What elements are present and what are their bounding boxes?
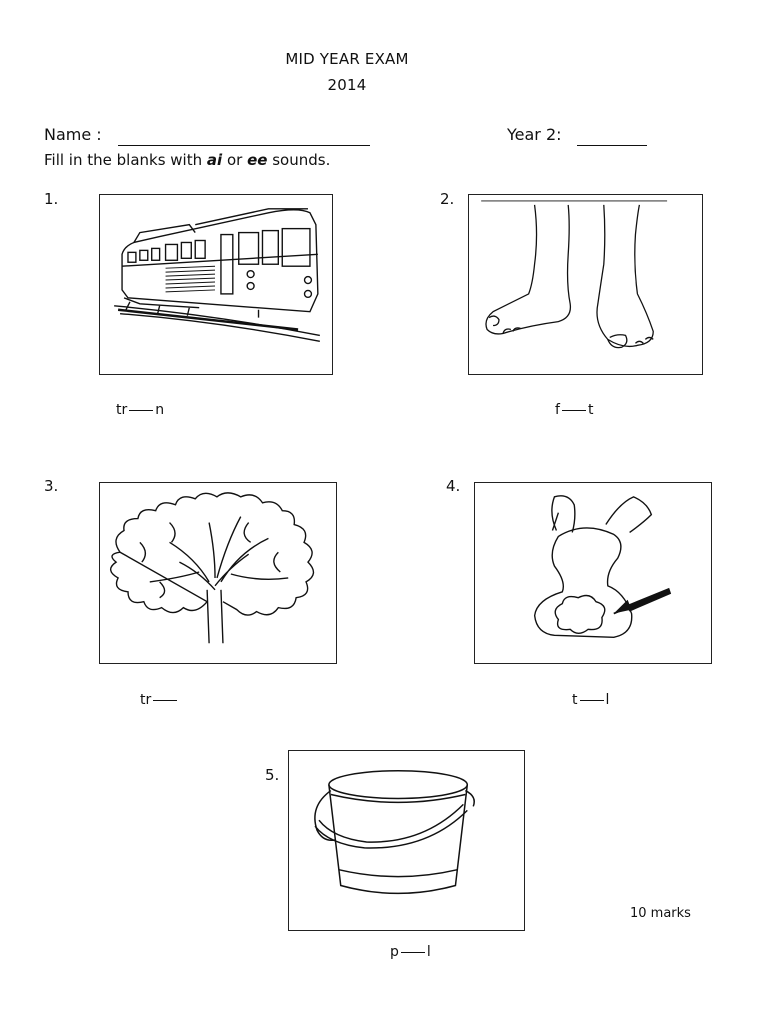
question-3-word bbox=[140, 692, 179, 708]
question-5-word bbox=[390, 944, 431, 960]
q5-blank[interactable] bbox=[401, 952, 425, 953]
train-picture bbox=[99, 194, 333, 375]
rabbit-tail-picture bbox=[474, 482, 712, 664]
year-blank-line[interactable] bbox=[577, 145, 647, 146]
question-4-word bbox=[572, 692, 609, 708]
feet-picture bbox=[468, 194, 703, 375]
question-4-number: 4. bbox=[446, 477, 461, 495]
train-icon bbox=[100, 195, 332, 374]
pail-picture bbox=[288, 750, 525, 931]
question-1-number: 1. bbox=[44, 190, 59, 208]
q2-end: t bbox=[587, 402, 594, 418]
q4-end: l bbox=[605, 692, 610, 708]
q3-start: tr bbox=[140, 692, 152, 708]
q5-start: p bbox=[390, 944, 399, 960]
name-label: Name : bbox=[44, 125, 102, 144]
instruction-suffix: sounds. bbox=[272, 151, 331, 169]
q2-blank[interactable] bbox=[562, 410, 586, 411]
question-2-word bbox=[555, 402, 593, 418]
instruction bbox=[44, 151, 330, 169]
name-blank-line[interactable] bbox=[118, 145, 370, 146]
q5-end: l bbox=[426, 944, 431, 960]
instruction-prefix: Fill in the blanks with bbox=[44, 151, 203, 169]
q2-start: f bbox=[555, 402, 560, 418]
q1-blank[interactable] bbox=[129, 410, 153, 411]
year-label: Year 2: bbox=[507, 125, 562, 144]
instruction-middle: or bbox=[226, 151, 243, 169]
rabbit-icon bbox=[475, 483, 711, 663]
q1-start: tr bbox=[116, 402, 128, 418]
q4-start: t bbox=[572, 692, 578, 708]
exam-year: 2014 bbox=[327, 76, 367, 94]
tree-icon bbox=[100, 483, 336, 663]
marks-label: 10 marks bbox=[630, 906, 691, 921]
pail-icon bbox=[289, 751, 524, 930]
sound-ai: ai bbox=[206, 151, 223, 169]
feet-icon bbox=[469, 195, 702, 374]
question-2-number: 2. bbox=[440, 190, 455, 208]
q3-blank[interactable] bbox=[153, 700, 177, 701]
tree-picture bbox=[99, 482, 337, 664]
sound-ee: ee bbox=[247, 151, 268, 169]
exam-title: MID YEAR EXAM bbox=[285, 50, 409, 68]
question-3-number: 3. bbox=[44, 477, 59, 495]
q1-end: n bbox=[155, 402, 165, 418]
question-5-number: 5. bbox=[265, 766, 280, 784]
question-1-word bbox=[116, 402, 164, 418]
q4-blank[interactable] bbox=[580, 700, 604, 701]
